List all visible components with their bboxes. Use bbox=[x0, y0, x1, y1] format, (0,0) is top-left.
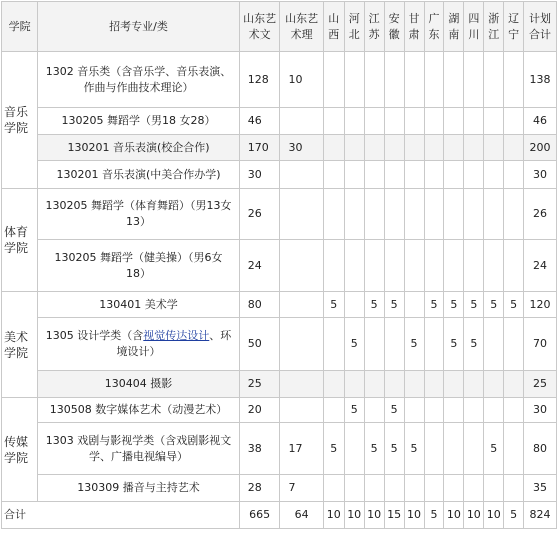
major-line2: 境设计） bbox=[116, 345, 161, 358]
total-cell: 10 bbox=[323, 502, 344, 529]
header-col-line2: 西 bbox=[328, 27, 340, 41]
quota-cell bbox=[364, 108, 384, 135]
major-line2: 学、广播电视编导） bbox=[89, 449, 189, 463]
header-col bbox=[504, 2, 524, 52]
quota-cell bbox=[444, 161, 464, 189]
major-line1: 130201 音乐表演(中美合作办学) bbox=[56, 167, 221, 181]
quota-cell: 5 bbox=[384, 292, 404, 318]
quota-cell bbox=[384, 240, 404, 292]
table-row bbox=[2, 398, 557, 423]
total-cell: 10 bbox=[364, 502, 384, 529]
header-col-line2: 东 bbox=[428, 27, 440, 41]
header-col-line2: 北 bbox=[348, 27, 360, 41]
quota-cell bbox=[424, 189, 444, 240]
major-line1: 130205 舞蹈学（体育舞蹈）（男13女 bbox=[45, 199, 232, 212]
quota-cell bbox=[464, 423, 484, 475]
major-line1: 130205 舞蹈学（男18 女28） bbox=[61, 114, 216, 127]
quota-cell: 5 bbox=[484, 292, 504, 318]
quota-cell bbox=[364, 52, 384, 108]
quota-cell bbox=[344, 52, 364, 108]
quota-cell: 5 bbox=[424, 292, 444, 318]
quota-cell bbox=[464, 135, 484, 161]
quota-cell bbox=[504, 423, 524, 475]
major-line1: 130404 摄影 bbox=[104, 377, 173, 390]
quota-cell: 5 bbox=[464, 318, 484, 371]
header-col bbox=[404, 2, 424, 52]
quota-cell: 5 bbox=[444, 292, 464, 318]
quota-cell bbox=[444, 398, 464, 423]
college-name: 传媒学院 bbox=[2, 398, 38, 502]
major-name bbox=[38, 108, 239, 135]
quota-cell bbox=[444, 52, 464, 108]
quota-cell bbox=[323, 318, 344, 371]
header-col-line2: 肃 bbox=[408, 27, 420, 41]
quota-cell bbox=[504, 108, 524, 135]
quota-cell bbox=[484, 52, 504, 108]
quota-cell: 5 bbox=[404, 318, 424, 371]
quota-cell: 128 bbox=[239, 52, 280, 108]
header-col bbox=[239, 2, 280, 52]
major-name bbox=[38, 423, 239, 475]
quota-cell bbox=[504, 240, 524, 292]
header-col-line2: 苏 bbox=[368, 27, 380, 41]
total-cell: 10 bbox=[464, 502, 484, 529]
total-cell: 10 bbox=[344, 502, 364, 529]
quota-cell bbox=[384, 161, 404, 189]
quota-cell bbox=[504, 135, 524, 161]
quota-cell bbox=[404, 475, 424, 502]
quota-cell bbox=[384, 52, 404, 108]
header-col-line1: 广 bbox=[428, 11, 440, 25]
major-name bbox=[38, 135, 239, 161]
quota-cell bbox=[323, 371, 344, 398]
major-line1: 130508 数字媒体艺术（动漫艺术） bbox=[49, 403, 228, 416]
quota-cell bbox=[484, 161, 504, 189]
header-col-line2: 徽 bbox=[388, 27, 400, 41]
quota-cell bbox=[484, 189, 504, 240]
quota-cell bbox=[280, 240, 323, 292]
major-line1-post: 、环 bbox=[209, 329, 232, 342]
quota-cell bbox=[364, 189, 384, 240]
quota-cell: 30 bbox=[280, 135, 323, 161]
quota-cell bbox=[404, 189, 424, 240]
quota-cell: 5 bbox=[464, 292, 484, 318]
quota-cell: 5 bbox=[404, 423, 424, 475]
header-col-line1: 甘 bbox=[408, 11, 420, 25]
quota-cell bbox=[444, 475, 464, 502]
quota-cell bbox=[424, 318, 444, 371]
header-col-line1: 江 bbox=[368, 11, 380, 25]
quota-cell: 7 bbox=[280, 475, 323, 502]
quota-cell bbox=[424, 371, 444, 398]
quota-cell bbox=[504, 475, 524, 502]
major-name bbox=[38, 240, 239, 292]
major-line2: 作曲与作曲技术理论） bbox=[83, 80, 194, 94]
header-col-line2: 术文 bbox=[248, 27, 271, 41]
plan-total-cell: 80 bbox=[524, 423, 557, 475]
visual-design-link[interactable]: 视觉传达设计 bbox=[143, 329, 210, 342]
quota-cell bbox=[444, 240, 464, 292]
table-row bbox=[2, 108, 557, 135]
quota-cell bbox=[280, 371, 323, 398]
quota-cell: 50 bbox=[239, 318, 280, 371]
quota-cell bbox=[464, 189, 484, 240]
major-line1: 130309 播音与主持艺术 bbox=[77, 481, 200, 494]
college-name: 音乐学院 bbox=[2, 52, 38, 189]
header-col-line1: 浙 bbox=[488, 11, 500, 25]
major-line1: 130201 音乐表演(校企合作) bbox=[67, 140, 210, 154]
table-row bbox=[2, 52, 557, 108]
header-col bbox=[464, 2, 484, 52]
quota-cell bbox=[444, 371, 464, 398]
total-row bbox=[2, 502, 557, 529]
quota-cell bbox=[424, 423, 444, 475]
quota-cell: 20 bbox=[239, 398, 280, 423]
quota-cell bbox=[404, 240, 424, 292]
plan-total-cell: 26 bbox=[524, 189, 557, 240]
plan-total-cell: 30 bbox=[524, 161, 557, 189]
major-line1: 1303 戏剧与影视学类（含戏剧影视文 bbox=[45, 433, 232, 447]
major-name bbox=[38, 189, 239, 240]
quota-cell: 25 bbox=[239, 371, 280, 398]
quota-cell bbox=[484, 318, 504, 371]
quota-cell bbox=[364, 135, 384, 161]
plan-total-cell: 46 bbox=[524, 108, 557, 135]
major-line2: 13） bbox=[126, 215, 152, 228]
quota-cell: 5 bbox=[323, 423, 344, 475]
total-cell: 5 bbox=[504, 502, 524, 529]
header-col-line1: 湖 bbox=[448, 11, 460, 25]
table-row bbox=[2, 189, 557, 240]
table-row bbox=[2, 318, 557, 371]
header-col bbox=[384, 2, 404, 52]
quota-cell bbox=[364, 318, 384, 371]
major-name bbox=[38, 292, 239, 318]
header-col-line1: 山东艺 bbox=[285, 11, 319, 25]
plan-total-cell: 200 bbox=[524, 135, 557, 161]
header-col-line2: 江 bbox=[488, 27, 500, 41]
header-col-line2: 南 bbox=[448, 27, 460, 41]
quota-cell bbox=[384, 318, 404, 371]
quota-cell: 5 bbox=[344, 398, 364, 423]
header-col-line1: 河 bbox=[348, 11, 360, 25]
college-name: 体育学院 bbox=[2, 189, 38, 292]
major-line1: 130401 美术学 bbox=[99, 297, 178, 311]
quota-cell bbox=[424, 108, 444, 135]
quota-cell bbox=[280, 108, 323, 135]
header-col bbox=[364, 2, 384, 52]
quota-cell bbox=[280, 398, 323, 423]
quota-cell bbox=[504, 398, 524, 423]
quota-cell bbox=[464, 240, 484, 292]
quota-cell: 17 bbox=[280, 423, 323, 475]
quota-cell bbox=[280, 189, 323, 240]
quota-cell bbox=[344, 240, 364, 292]
quota-cell bbox=[364, 161, 384, 189]
header-col-line1: 安 bbox=[388, 11, 400, 25]
quota-cell bbox=[464, 108, 484, 135]
quota-cell bbox=[464, 52, 484, 108]
quota-cell: 5 bbox=[364, 423, 384, 475]
quota-cell bbox=[323, 108, 344, 135]
quota-cell bbox=[504, 318, 524, 371]
quota-cell bbox=[323, 475, 344, 502]
quota-cell bbox=[404, 398, 424, 423]
quota-cell: 5 bbox=[484, 423, 504, 475]
table-row bbox=[2, 135, 557, 161]
quota-cell bbox=[484, 398, 504, 423]
quota-cell bbox=[344, 292, 364, 318]
quota-cell bbox=[464, 475, 484, 502]
quota-cell bbox=[323, 135, 344, 161]
major-name bbox=[38, 371, 239, 398]
plan-total-cell: 35 bbox=[524, 475, 557, 502]
major-name bbox=[38, 398, 239, 423]
quota-cell bbox=[464, 398, 484, 423]
quota-cell bbox=[384, 189, 404, 240]
major-name bbox=[38, 161, 239, 189]
college-name: 美术学院 bbox=[2, 292, 38, 398]
quota-cell bbox=[504, 161, 524, 189]
table-row bbox=[2, 240, 557, 292]
quota-cell bbox=[484, 475, 504, 502]
quota-cell bbox=[424, 161, 444, 189]
quota-cell: 5 bbox=[364, 292, 384, 318]
quota-cell bbox=[404, 135, 424, 161]
enrollment-plan-table bbox=[1, 1, 557, 529]
quota-cell bbox=[444, 108, 464, 135]
quota-cell: 5 bbox=[444, 318, 464, 371]
quota-cell bbox=[464, 161, 484, 189]
major-line1: 130205 舞蹈学（健美操）（男6女 bbox=[54, 250, 223, 264]
quota-cell bbox=[444, 135, 464, 161]
header-col-line2: 术理 bbox=[290, 27, 313, 41]
quota-cell bbox=[323, 52, 344, 108]
quota-cell bbox=[344, 108, 364, 135]
plan-total-cell: 25 bbox=[524, 371, 557, 398]
quota-cell bbox=[344, 189, 364, 240]
quota-cell bbox=[404, 108, 424, 135]
quota-cell bbox=[323, 240, 344, 292]
plan-total-cell: 120 bbox=[524, 292, 557, 318]
quota-cell bbox=[344, 423, 364, 475]
header-col bbox=[424, 2, 444, 52]
quota-cell: 80 bbox=[239, 292, 280, 318]
quota-cell bbox=[404, 52, 424, 108]
quota-cell bbox=[464, 371, 484, 398]
header-col bbox=[280, 2, 323, 52]
plan-total-cell: 24 bbox=[524, 240, 557, 292]
quota-cell bbox=[484, 135, 504, 161]
quota-cell bbox=[504, 189, 524, 240]
quota-cell: 5 bbox=[344, 318, 364, 371]
quota-cell bbox=[280, 292, 323, 318]
header-col-line2: 宁 bbox=[508, 27, 520, 41]
header-col-line2: 川 bbox=[468, 27, 480, 41]
table-row bbox=[2, 423, 557, 475]
header-col bbox=[344, 2, 364, 52]
quota-cell: 170 bbox=[239, 135, 280, 161]
total-cell: 10 bbox=[444, 502, 464, 529]
total-cell: 665 bbox=[239, 502, 280, 529]
quota-cell: 5 bbox=[323, 292, 344, 318]
quota-cell: 24 bbox=[239, 240, 280, 292]
quota-cell bbox=[504, 52, 524, 108]
table-row bbox=[2, 475, 557, 502]
quota-cell: 38 bbox=[239, 423, 280, 475]
quota-cell bbox=[364, 398, 384, 423]
quota-cell bbox=[323, 161, 344, 189]
major-line1: 1302 音乐类（含音乐学、音乐表演、 bbox=[45, 64, 232, 78]
quota-cell: 28 bbox=[239, 475, 280, 502]
quota-cell bbox=[384, 475, 404, 502]
quota-cell bbox=[323, 398, 344, 423]
quota-cell bbox=[424, 52, 444, 108]
total-cell: 15 bbox=[384, 502, 404, 529]
header-row bbox=[2, 2, 557, 52]
header-col-line1: 山东艺 bbox=[243, 11, 277, 25]
quota-cell bbox=[424, 398, 444, 423]
quota-cell bbox=[444, 189, 464, 240]
major-name bbox=[38, 52, 239, 108]
total-cell: 64 bbox=[280, 502, 323, 529]
quota-cell: 30 bbox=[239, 161, 280, 189]
quota-cell: 5 bbox=[504, 292, 524, 318]
plan-total-cell: 30 bbox=[524, 398, 557, 423]
quota-cell bbox=[344, 161, 364, 189]
quota-cell bbox=[404, 371, 424, 398]
quota-cell: 10 bbox=[280, 52, 323, 108]
quota-cell bbox=[424, 240, 444, 292]
quota-cell bbox=[424, 475, 444, 502]
quota-cell bbox=[344, 475, 364, 502]
quota-cell: 46 bbox=[239, 108, 280, 135]
quota-cell bbox=[424, 135, 444, 161]
plan-total-cell: 138 bbox=[524, 52, 557, 108]
major-name bbox=[38, 475, 239, 502]
plan-total-cell: 70 bbox=[524, 318, 557, 371]
table-row bbox=[2, 161, 557, 189]
total-cell: 824 bbox=[524, 502, 557, 529]
quota-cell bbox=[444, 423, 464, 475]
quota-cell: 5 bbox=[384, 398, 404, 423]
table-row bbox=[2, 371, 557, 398]
quota-cell bbox=[484, 240, 504, 292]
quota-cell bbox=[344, 135, 364, 161]
quota-cell bbox=[323, 189, 344, 240]
quota-cell bbox=[384, 135, 404, 161]
header-col-line1: 辽 bbox=[508, 11, 520, 25]
header-col bbox=[323, 2, 344, 52]
header-col-line1: 四 bbox=[468, 11, 480, 25]
quota-cell: 26 bbox=[239, 189, 280, 240]
quota-cell bbox=[384, 371, 404, 398]
total-cell: 10 bbox=[484, 502, 504, 529]
quota-cell bbox=[364, 371, 384, 398]
header-col bbox=[524, 2, 557, 52]
quota-cell bbox=[484, 108, 504, 135]
quota-cell bbox=[404, 292, 424, 318]
total-cell: 5 bbox=[424, 502, 444, 529]
header-col bbox=[484, 2, 504, 52]
header-col-line1: 山 bbox=[328, 11, 340, 25]
major-line2: 18） bbox=[126, 266, 152, 280]
table-row bbox=[2, 292, 557, 318]
quota-cell bbox=[384, 108, 404, 135]
quota-cell bbox=[364, 475, 384, 502]
header-col-line1: 计划 bbox=[529, 11, 552, 25]
quota-cell: 5 bbox=[384, 423, 404, 475]
header-college: 学院 bbox=[2, 2, 38, 52]
quota-cell bbox=[504, 371, 524, 398]
total-cell: 10 bbox=[404, 502, 424, 529]
header-major: 招考专业/类 bbox=[38, 2, 239, 52]
quota-cell bbox=[404, 161, 424, 189]
major-name bbox=[38, 318, 239, 371]
quota-cell bbox=[280, 161, 323, 189]
major-line1-pre: 1305 设计学类（含 bbox=[45, 329, 144, 342]
quota-cell bbox=[280, 318, 323, 371]
header-col bbox=[444, 2, 464, 52]
header-col-line2: 合计 bbox=[529, 27, 552, 41]
total-label: 合计 bbox=[2, 502, 240, 529]
quota-cell bbox=[484, 371, 504, 398]
quota-cell bbox=[364, 240, 384, 292]
quota-cell bbox=[344, 371, 364, 398]
